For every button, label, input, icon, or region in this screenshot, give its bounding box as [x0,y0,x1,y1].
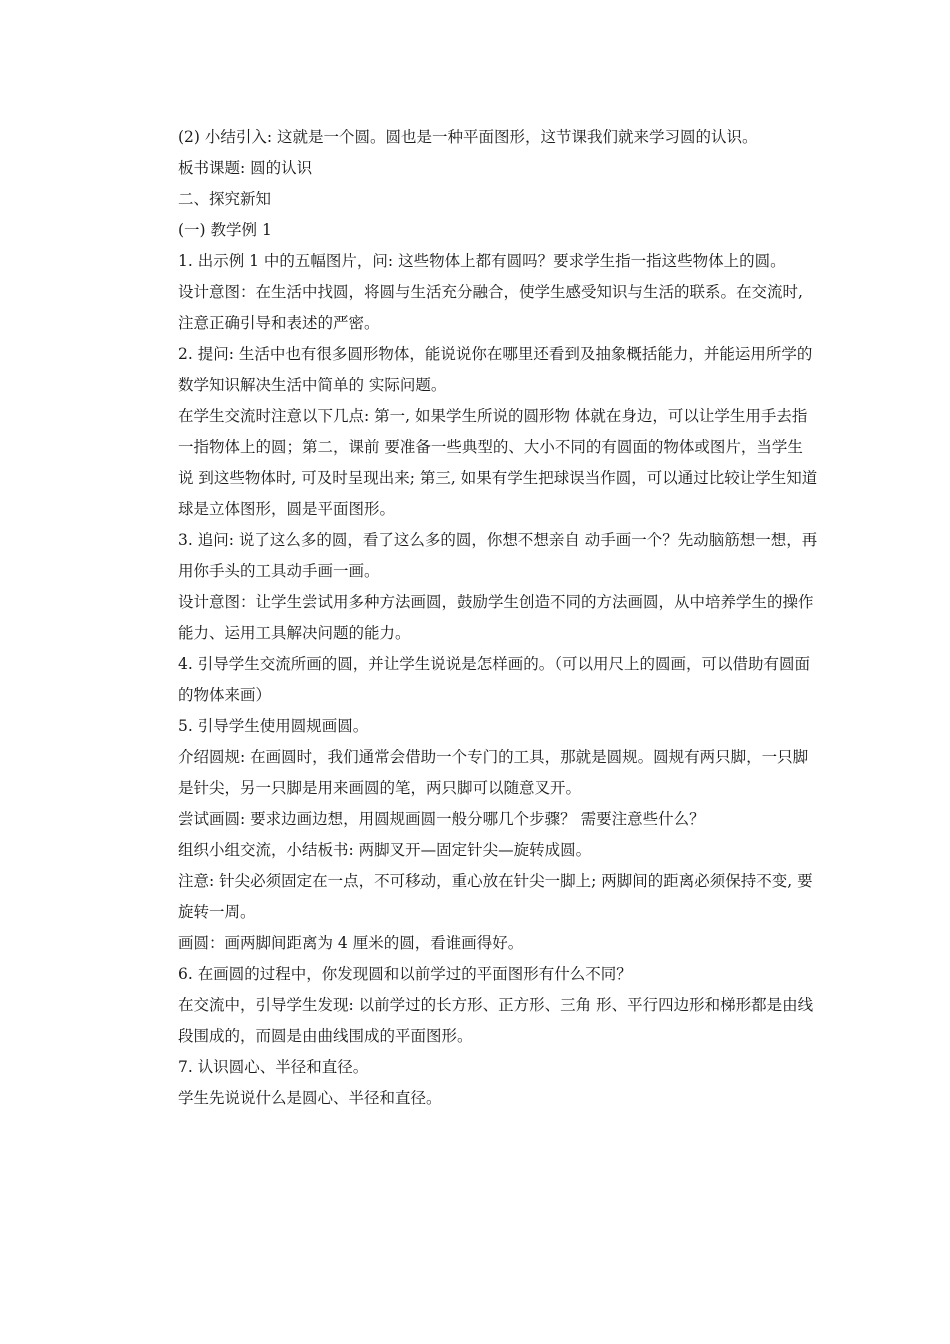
subsection-heading-example-1: (一) 教学例 1 [178,221,272,239]
paragraph-summary-intro: (2) 小结引入: 这就是一个圆。圆也是一种平面图形，这节课我们就来学习圆的认识。 [178,128,758,146]
paragraph-design-intent-1: 设计意图：在生活中找圆，将圆与生活充分融合，使学生感受知识与生活的联系。在交流时, 注意正确引导和表述的严密。 [178,283,803,332]
paragraph-design-intent-2: 设计意图：让学生尝试用多种方法画圆，鼓励学生创造不同的方法画圆，从中培养学生的操作能力、运用工具解决问题的能力。 [178,593,814,642]
paragraph-discovery: 在交流中，引导学生发现: 以前学过的长方形、正方形、三角 形、平行四边形和梯形都是由线段围成的，而圆是由曲线围成的平面图形。 [178,996,814,1045]
paragraph-compass-intro: 介绍圆规: 在画圆时，我们通常会借助一个专门的工具，那就是圆规。圆规有两只脚，一只脚是针尖，另一只脚是用来画圆的笔，两只脚可以随意叉开。 [178,748,809,797]
paragraph-step-2: 2. 提问: 生活中也有很多圆形物体，能说说你在哪里还看到及抽象概括能力，并能运用所学的数学知识解决生活中简单的 实际问题。 [178,345,813,394]
paragraph-step-1: 1. 出示例 1 中的五幅图片，问: 这些物体上都有圆吗？要求学生指一指这些物体上的圆。 [178,252,786,270]
paragraph-step-3: 3. 追问: 说了这么多的圆，看了这么多的圆，你想不想亲自 动手画一个？先动脑筋想一想，再用你手头的工具动手画一画。 [178,531,818,580]
document-body [178,122,818,1114]
paragraph-exchange-notes: 在学生交流时注意以下几点: 第一, 如果学生所说的圆形物 体就在身边，可以让学生用手去指一指物体上的圆；第二，课前 要准备一些典型的、大小不同的有圆面的物体或图片，当学生说 到这些物体时, 可及时呈现出来; 第三, 如果有学生把球误当作圆，可以通过比较让学生知道球是立体图形，圆是平面图形。 [178,407,818,518]
paragraph-step-6: 6. 在画圆的过程中，你发现圆和以前学过的平面图形有什么不同？ [178,965,632,983]
paragraph-step-7: 7. 认识圆心、半径和直径。 [178,1058,369,1076]
paragraph-step-5: 5. 引导学生使用圆规画圆。 [178,717,369,735]
section-heading-explore: 二、探究新知 [178,190,272,208]
paragraph-board-title: 板书课题: 圆的认识 [178,159,313,177]
paragraph-group-exchange: 组织小组交流，小结板书: 两脚叉开—固定针尖—旋转成圆。 [178,841,592,859]
paragraph-attention: 注意: 针尖必须固定在一点，不可移动，重心放在针尖一脚上; 两脚间的距离必须保持不变, 要旋转一周。 [178,872,813,921]
paragraph-step-4: 4. 引导学生交流所画的圆，并让学生说说是怎样画的。（可以用尺上的圆画，可以借助有圆面的物体来画） [178,655,810,704]
paragraph-students-explain: 学生先说说什么是圆心、半径和直径。 [178,1089,442,1107]
paragraph-try-drawing: 尝试画圆: 要求边画边想，用圆规画圆一般分哪几个步骤？ 需要注意些什么？ [178,810,705,828]
paragraph-draw-circle: 画圆：画两脚间距离为 4 厘米的圆，看谁画得好。 [178,934,524,952]
